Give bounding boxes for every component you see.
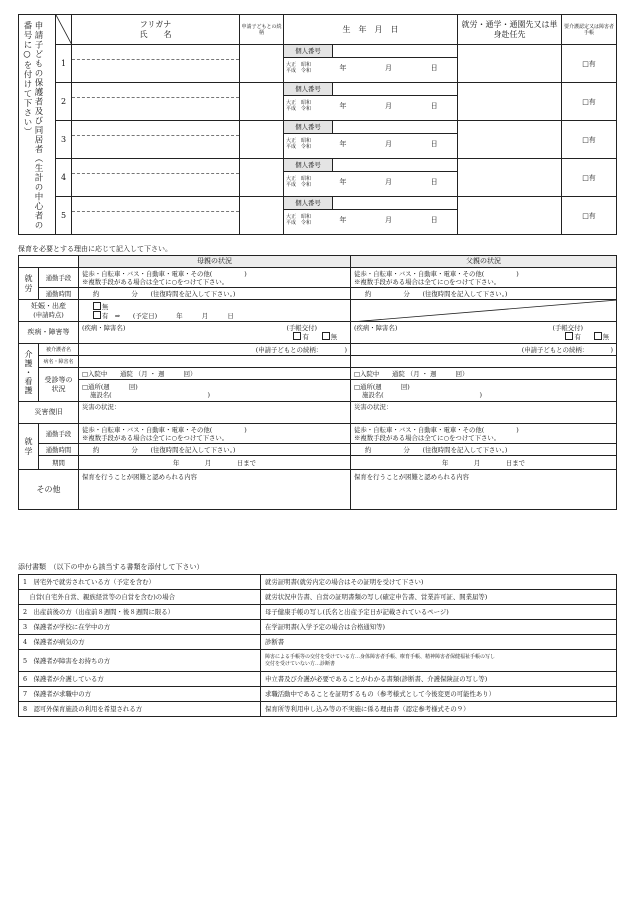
checkbox-icon[interactable] — [293, 332, 301, 340]
relationship-input[interactable] — [240, 121, 284, 159]
workplace-input[interactable] — [458, 159, 562, 197]
name-input[interactable] — [72, 174, 239, 196]
name-input[interactable] — [72, 60, 239, 82]
cert-checkbox[interactable]: □有 — [562, 83, 617, 121]
doc-situation: 3 保護者が学校に在学中の方 — [19, 620, 261, 635]
cert-checkbox[interactable]: □有 — [562, 197, 617, 235]
relationship-input[interactable] — [240, 197, 284, 235]
disease-name-label: 病名・障害名 — [39, 356, 79, 368]
disease-name-input[interactable] — [351, 356, 617, 368]
era-options[interactable]: 大正 昭和 — [286, 213, 312, 220]
month-label: 月 — [384, 139, 392, 148]
doc-required: 在学証明書(入学予定の場合は合格通知等) — [261, 620, 617, 635]
year-label: 年 — [339, 177, 347, 186]
cert-checkbox[interactable]: □有 — [562, 121, 617, 159]
doc-required: 申立書及び介護が必要であることがわかる書類(診断書、介護保険証の写し等) — [261, 672, 617, 687]
doc-situation: 1 居宅外で就労されている方（予定を含む） — [19, 575, 261, 590]
visit-label: 受診等の状況 — [39, 368, 79, 402]
household-title-cell — [19, 15, 56, 235]
facility-visit[interactable]: □通所(週 回) — [82, 382, 138, 391]
mother-header: 母親の状況 — [79, 256, 351, 268]
father-header: 父親の状況 — [351, 256, 617, 268]
header-workplace: 就労・通学・通園先又は単身赴任先 — [458, 15, 562, 45]
day-label: 日 — [430, 101, 438, 110]
preg-no-option[interactable]: 無 — [102, 302, 109, 311]
household-row — [19, 121, 617, 159]
transport-options[interactable]: 徒歩・自転車・バス・自動車・電車・その他( ) — [354, 425, 519, 434]
kojin-input[interactable] — [333, 197, 457, 209]
name-input[interactable] — [72, 212, 239, 234]
day-label: 日 — [430, 177, 438, 186]
household-row — [19, 197, 617, 235]
commute-time-input[interactable]: 約 分 (往復時間を記入して下さい。) — [79, 444, 351, 456]
doc-required: 求職活動中であることを証明するもの（参考様式として今後変更の可能性あり） — [261, 687, 617, 702]
header-no-cell — [56, 15, 72, 45]
doc-situation: 4 保護者が病気の方 — [19, 635, 261, 650]
other-label: その他 — [19, 470, 79, 510]
day-label: 日 — [430, 63, 438, 72]
day-label: 日 — [430, 139, 438, 148]
workplace-input[interactable] — [458, 45, 562, 83]
kana-input[interactable] — [72, 159, 239, 174]
relationship-input[interactable] — [240, 159, 284, 197]
doc-situation: 5 保護者が障害をお持ちの方 — [19, 650, 261, 672]
pregnancy-sub: (申請時点) — [33, 311, 64, 319]
doc-situation: 7 保護者が求職中の方 — [19, 687, 261, 702]
table-row — [19, 575, 617, 590]
checkbox-icon[interactable] — [565, 332, 573, 340]
checkbox-icon[interactable] — [594, 332, 602, 340]
diagonal-line — [56, 15, 72, 45]
handbook-label: (手帳交付) — [552, 324, 583, 332]
doc-required: 診断書 — [261, 635, 617, 650]
kana-input[interactable] — [72, 197, 239, 212]
transport-note: ※複数手段がある場合は全てに○をつけて下さい。 — [82, 277, 229, 286]
transport-options[interactable]: 徒歩・自転車・バス・自動車・電車・その他( ) — [82, 269, 247, 278]
header-certification: 要介護認定又は障害者手帳 — [562, 15, 617, 45]
row-number: 3 — [56, 121, 72, 159]
doc-situation: 8 認可外保育施設の利用を希望される方 — [19, 702, 261, 717]
doc-required: 就労証明書(就労内定の場合はその証明を受けて下さい) — [261, 575, 617, 590]
diagonal-line — [351, 300, 617, 322]
household-row — [19, 45, 617, 83]
header-name — [72, 15, 240, 45]
documents-heading: 添付書類 （以下の中から該当する書類を添付して下さい） — [18, 563, 204, 571]
period-input[interactable]: 年 月 日まで — [79, 456, 351, 470]
household-table — [18, 14, 617, 235]
kojin-input[interactable] — [333, 121, 457, 133]
household-row — [19, 159, 617, 197]
header-name-label: 氏 名 — [139, 29, 172, 39]
facility-name[interactable]: 施設名( ) — [90, 390, 211, 399]
facility-name[interactable]: 施設名( ) — [362, 390, 483, 399]
commute-means-label: 通勤手段 — [39, 424, 79, 444]
checkbox-icon[interactable] — [93, 311, 101, 319]
year-label: 年 — [339, 101, 347, 110]
table-row — [19, 687, 617, 702]
doc-situation: 2 出産前後の方（出産前８週間・後８週間に限る） — [19, 605, 261, 620]
relation-input[interactable]: (申請子どもとの続柄： ) — [351, 344, 617, 356]
reasons-heading: 保育を必要とする理由に応じて記入して下さい。 — [18, 245, 172, 253]
commute-time-input[interactable]: 約 分 (往復時間を記入して下さい。) — [79, 288, 351, 300]
header-relationship: 申請子どもとの続柄 — [240, 15, 284, 45]
commute-time-label: 通勤時間 — [39, 288, 79, 300]
period-label: 期間 — [39, 456, 79, 470]
era-options[interactable]: 平成 令和 — [286, 143, 312, 150]
header-kana: フリガナ — [139, 19, 172, 29]
table-row — [19, 702, 617, 717]
header-birthdate: 生 年 月 日 — [284, 15, 458, 45]
era-options[interactable]: 大正 昭和 — [286, 99, 312, 106]
transport-options[interactable]: 徒歩・自転車・バス・自動車・電車・その他( ) — [354, 269, 519, 278]
commute-time-input[interactable]: 約 分 (往復時間を記入して下さい。) — [351, 288, 617, 300]
cert-checkbox[interactable]: □有 — [562, 45, 617, 83]
month-label: 月 — [384, 177, 392, 186]
year-label: 年 — [339, 139, 347, 148]
illness-name-label: (疾病・障害名) — [82, 324, 126, 332]
cared-person-label: 被介護者名 — [39, 344, 79, 356]
hospital-options[interactable]: □入院中 通院 （月 ・ 週 回） — [351, 368, 617, 380]
table-row — [19, 620, 617, 635]
doc-situation: 自営(自宅外自営、親族経営等の自営を含む)の場合 — [19, 590, 261, 605]
handbook-yes[interactable]: 有 — [302, 333, 309, 341]
transport-note: ※複数手段がある場合は全てに○をつけて下さい。 — [354, 433, 501, 442]
father-pregnancy-na — [351, 300, 617, 322]
row-number: 4 — [56, 159, 72, 197]
month-label: 月 — [384, 63, 392, 72]
preg-yes-option[interactable]: 有 ⇒ (予定日) 年 月 日 — [102, 311, 234, 320]
documents-table — [18, 574, 617, 717]
doc-required: 保育所等利用申し込み等の不実施に係る理由書（認定参考様式その９） — [261, 702, 617, 717]
table-row — [19, 672, 617, 687]
row-number: 5 — [56, 197, 72, 235]
commute-time-input[interactable]: 約 分 (往復時間を記入して下さい。) — [351, 444, 617, 456]
disaster-input[interactable]: 災害の状況： — [351, 402, 617, 424]
workplace-input[interactable] — [458, 83, 562, 121]
kojin-label: 個人番号 — [284, 45, 333, 57]
doc-situation: 6 保護者が介護している方 — [19, 672, 261, 687]
era-options[interactable]: 平成 令和 — [286, 105, 312, 112]
hospital-options[interactable]: □入院中 通院 （月 ・ 週 回） — [79, 368, 351, 380]
era-options[interactable]: 平成 令和 — [286, 181, 312, 188]
household-row — [19, 83, 617, 121]
era-options[interactable]: 大正 昭和 — [286, 175, 312, 182]
workplace-input[interactable] — [458, 197, 562, 235]
household-title: 申請子どもの保護者及び同居者（生計の中心者の番号に○を付けて下さい） — [22, 21, 43, 230]
year-label: 年 — [339, 215, 347, 224]
table-row — [19, 650, 617, 672]
year-label: 年 — [339, 63, 347, 72]
reasons-table — [18, 255, 617, 510]
checkbox-icon[interactable] — [322, 332, 330, 340]
illness-label: 疾病・障害等 — [19, 322, 79, 344]
month-label: 月 — [384, 215, 392, 224]
handbook-label: (手帳交付) — [286, 324, 317, 332]
kojin-label: 個人番号 — [284, 83, 333, 95]
row-number: 1 — [56, 45, 72, 83]
table-row — [19, 635, 617, 650]
era-options[interactable]: 平成 令和 — [286, 219, 312, 226]
row-number: 2 — [56, 83, 72, 121]
era-options[interactable]: 大正 昭和 — [286, 137, 312, 144]
day-label: 日 — [430, 215, 438, 224]
kojin-input[interactable] — [333, 83, 457, 95]
cert-checkbox[interactable]: □有 — [562, 159, 617, 197]
doc-required: 障害による手帳等の交付を受けている方…身体障害者手帳、療育手帳、精神障害者保健福祉手帳の写し — [265, 653, 496, 660]
month-label: 月 — [384, 101, 392, 110]
kojin-input[interactable] — [333, 45, 457, 57]
kojin-label: 個人番号 — [284, 159, 333, 171]
period-input[interactable]: 年 月 日まで — [351, 456, 617, 470]
kojin-label: 個人番号 — [284, 197, 333, 209]
kojin-label: 個人番号 — [284, 121, 333, 133]
facility-visit[interactable]: □通所(週 回) — [354, 382, 410, 391]
checkbox-icon[interactable] — [93, 302, 101, 310]
commute-means-label: 通勤手段 — [39, 268, 79, 288]
disease-name-input[interactable] — [79, 356, 351, 368]
kana-input[interactable] — [72, 45, 239, 60]
disaster-input[interactable]: 災害の状況： — [79, 402, 351, 424]
handbook-yes[interactable]: 有 — [574, 333, 581, 341]
doc-required: 母子健康手帳の写し(氏名と出産予定日が記載されているページ) — [261, 605, 617, 620]
illness-name-label: (疾病・障害名) — [354, 324, 398, 332]
doc-required: 就労状況申告書、自営の証明書類の写し(確定申告書、営業許可証、開業届等) — [261, 590, 617, 605]
name-input[interactable] — [72, 136, 239, 158]
kana-input[interactable] — [72, 121, 239, 136]
school-label: 就学 — [19, 424, 39, 470]
relationship-input[interactable] — [240, 83, 284, 121]
other-input[interactable]: 保育を行うことが困難と認められる内容 — [351, 470, 617, 510]
transport-note: ※複数手段がある場合は全てに○をつけて下さい。 — [354, 277, 501, 286]
pregnancy-label: 妊娠・出産 — [31, 302, 66, 310]
transport-options[interactable]: 徒歩・自転車・バス・自動車・電車・その他( ) — [82, 425, 247, 434]
other-input[interactable]: 保育を行うことが困難と認められる内容 — [79, 470, 351, 510]
handbook-no[interactable]: 無 — [330, 333, 337, 341]
commute-time-label: 通勤時間 — [39, 444, 79, 456]
disaster-label: 災害復旧 — [19, 402, 79, 424]
table-row — [19, 590, 617, 605]
handbook-no[interactable]: 無 — [602, 333, 609, 341]
table-row — [19, 605, 617, 620]
transport-note: ※複数手段がある場合は全てに○をつけて下さい。 — [82, 433, 229, 442]
kojin-input[interactable] — [333, 159, 457, 171]
relation-input[interactable]: (申請子どもとの続柄： ) — [79, 344, 351, 356]
shuro-label: 就労 — [19, 268, 39, 300]
doc-required-2: 交付を受けていない方…診断書 — [265, 660, 336, 667]
workplace-input[interactable] — [458, 121, 562, 159]
relationship-input[interactable] — [240, 45, 284, 83]
era-options[interactable]: 大正 昭和 — [286, 61, 312, 68]
name-input[interactable] — [72, 98, 239, 120]
kana-input[interactable] — [72, 83, 239, 98]
care-label: 介護・看護 — [19, 344, 39, 402]
era-options[interactable]: 平成 令和 — [286, 67, 312, 74]
